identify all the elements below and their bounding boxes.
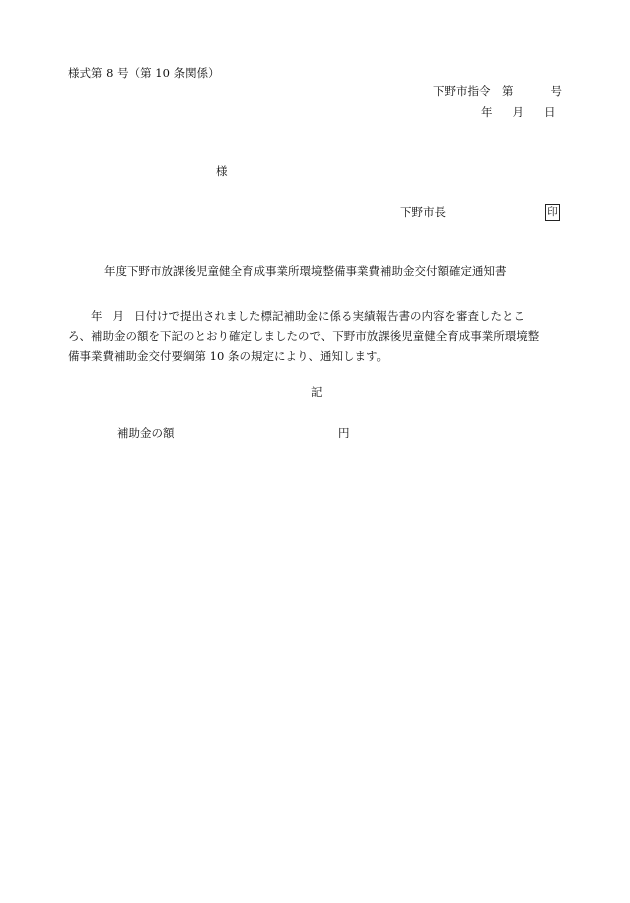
amount-label: 補助金の額	[117, 426, 175, 440]
document-title: 年度下野市放課後児童健全育成事業所環境整備事業費補助金交付額確定通知書	[104, 264, 507, 278]
directive-prefix: 下野市指令 第	[433, 84, 514, 98]
body-line-2: ろ、補助金の額を下記のとおり確定しましたので、下野市放課後児童健全育成事業所環境整	[68, 329, 540, 343]
form-number: 様式第 8 号（第 10 条関係）	[68, 66, 220, 80]
body-line-1-text: 日付けで提出されました標記補助金に係る実績報告書の内容を審査したとこ	[134, 309, 525, 323]
directive-suffix: 号	[550, 84, 562, 98]
seal-stamp-box	[545, 204, 560, 221]
date-line	[481, 107, 556, 119]
body-month: 月	[112, 309, 124, 323]
body-line-1	[68, 306, 568, 326]
ki-heading: 記	[311, 385, 323, 399]
amount-unit: 円	[338, 426, 350, 440]
date-day: 日	[544, 105, 556, 119]
issuer-title: 下野市長	[400, 205, 446, 219]
addressee-honorific: 様	[216, 164, 228, 178]
body-line-3: 備事業費補助金交付要綱第 10 条の規定により、通知します。	[68, 349, 389, 363]
date-month: 月	[512, 105, 524, 119]
body-paragraph	[68, 306, 568, 366]
date-year: 年	[481, 105, 493, 119]
directive-number-line	[433, 86, 562, 98]
seal-label: 印	[547, 206, 558, 219]
body-year: 年	[91, 309, 103, 323]
